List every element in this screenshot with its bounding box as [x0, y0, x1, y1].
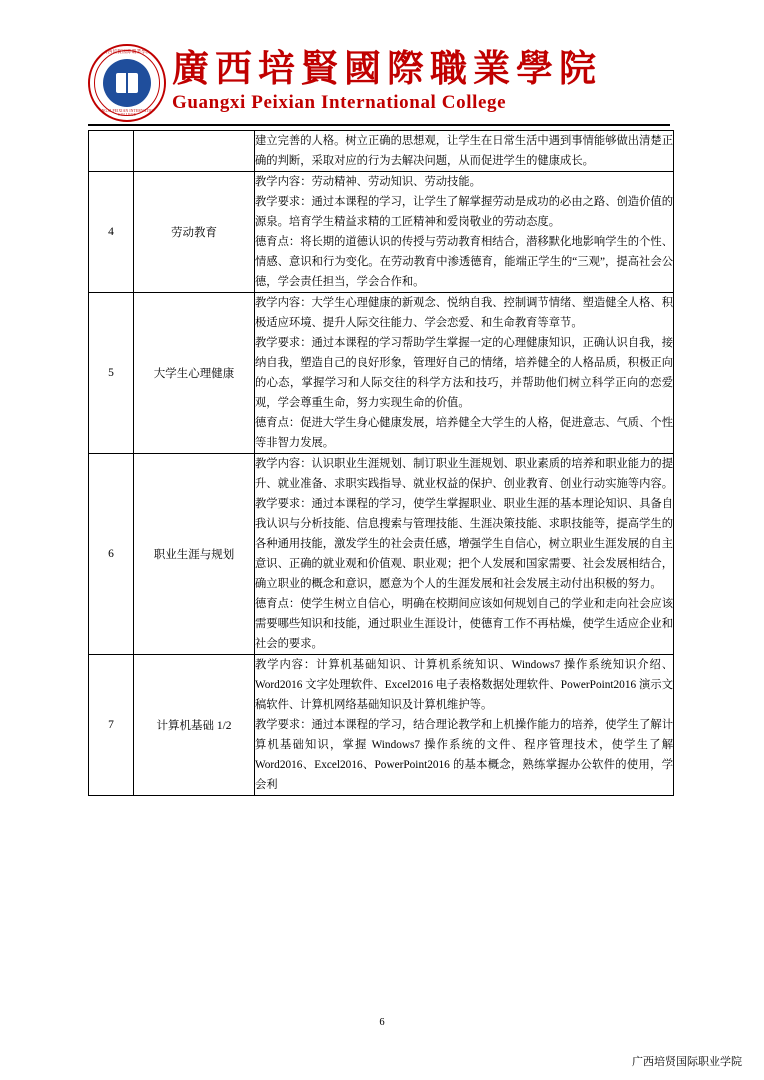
course-description [255, 655, 674, 796]
table-row [89, 172, 674, 293]
description-paragraph: 教学内容：大学生心理健康的新观念、悦纳自我、控制调节情绪、塑造健全人格、积极适应环境、提升人际交往能力、学会恋爱、和生命教育等章节。 [255, 297, 673, 329]
seal-bottom-text: GUANGXI PEIXIAN INTERNATIONAL COLLEGE [93, 109, 161, 117]
row-number: 6 [89, 454, 134, 655]
course-name: 劳动教育 [134, 172, 255, 293]
header-titles [172, 51, 602, 115]
row-number: 7 [89, 655, 134, 796]
description-paragraph: 教学内容：劳动精神、劳动知识、劳动技能。 [255, 176, 481, 188]
row-number: 4 [89, 172, 134, 293]
description-paragraph: 教学内容：计算机基础知识、计算机系统知识、Windows7 操作系统知识介绍、Word2016 文字处理软件、Excel2016 电子表格数据处理软件、PowerPoint2016 演示文稿软件、计算机网络基础知识及计算机维护等。 [255, 659, 673, 711]
header-divider [88, 124, 670, 126]
seal-book-icon [116, 73, 138, 93]
course-name: 大学生心理健康 [134, 293, 255, 454]
course-description [255, 454, 674, 655]
course-name [134, 131, 255, 172]
college-seal-icon [88, 44, 166, 122]
table-row [89, 293, 674, 454]
row-number [89, 131, 134, 172]
footer-organization: 广西培贤国际职业学院 [632, 1056, 742, 1068]
course-description-table [88, 130, 674, 796]
description-paragraph: 建立完善的人格。树立正确的思想观，让学生在日常生活中遇到事情能够做出清楚正确的判断，采取对应的行为去解决问题，从而促进学生的健康成长。 [255, 135, 673, 167]
description-paragraph: 教学要求：通过本课程的学习，使学生掌握职业、职业生涯的基本理论知识、具备自我认识与分析技能、信息搜索与管理技能、生涯决策技能、求职技能等，提高学生的各种通用技能，激发学生的社会责任感，增强学生自信心，树立职业生涯发展的自主意识、正确的就业观和价值观、职业观；把个人发展和国家需要、社会发展相结合，确立职业的概念和意识，愿意为个人的生涯发展和社会发展主动付出积极的努力。 [255, 498, 673, 590]
description-paragraph: 德育点：将长期的道德认识的传授与劳动教育相结合，潜移默化地影响学生的个性、情感、意识和行为变化。在劳动教育中渗透德育，能端正学生的“三观”，提高社会公德，学会责任担当，学会合作和。 [255, 236, 673, 288]
college-title-cn: 廣西培賢國際職業學院 [172, 49, 602, 91]
row-number: 5 [89, 293, 134, 454]
table-row [89, 655, 674, 796]
course-name: 计算机基础 1/2 [134, 655, 255, 796]
college-title-en: Guangxi Peixian International College [172, 92, 507, 114]
page-number: 6 [379, 1017, 385, 1028]
seal-top-text: 廣西培賢國際職業學院 [103, 49, 151, 54]
course-description [255, 131, 674, 172]
description-paragraph: 德育点：使学生树立自信心，明确在校期间应该如何规划自己的学业和走向社会应该需要哪些知识和技能，通过职业生涯设计，使德育工作不再枯燥，使学生适应企业和社会的要求。 [255, 598, 673, 650]
course-name: 职业生涯与规划 [134, 454, 255, 655]
table-row [89, 454, 674, 655]
description-paragraph: 教学要求：通过本课程的学习帮助学生掌握一定的心理健康知识，正确认识自我，接纳自我，塑造自己的良好形象，管理好自己的情绪，培养健全的人格品质，积极正向的心态，掌握学习和人际交往的科学方法和技巧，并帮助他们树立科学正向的恋爱观，学会尊重生命，努力实现生命的价值。 [255, 337, 673, 409]
document-header [88, 42, 670, 124]
description-paragraph: 德育点：促进大学生身心健康发展，培养健全大学生的人格，促进意志、气质、个性等非智力发展。 [255, 417, 673, 449]
course-description [255, 172, 674, 293]
description-paragraph: 教学要求：通过本课程的学习，结合理论教学和上机操作能力的培养，使学生了解计算机基础知识，掌握 Windows7 操作系统的文件、程序管理技术，使学生了解 Word2016、Excel2016、PowerPoint2016 的基本概念，熟练掌握办公软件的使用，学会利 [255, 719, 673, 791]
course-description [255, 293, 674, 454]
table-row [89, 131, 674, 172]
description-paragraph: 教学要求：通过本课程的学习，让学生了解掌握劳动是成功的必由之路、创造价值的源泉。培育学生精益求精的工匠精神和爱岗敬业的劳动态度。 [255, 196, 673, 228]
description-paragraph: 教学内容：认识职业生涯规划、制订职业生涯规划、职业素质的培养和职业能力的提升、就业准备、求职实践指导、就业权益的保护、创业教育、创业行动实施等内容。 [255, 458, 673, 490]
